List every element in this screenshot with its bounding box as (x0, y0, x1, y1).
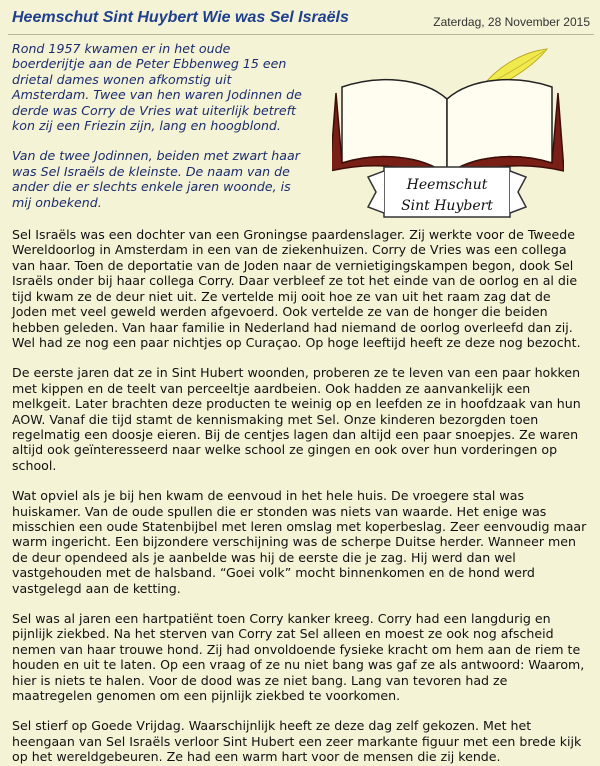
article-title: Heemschut Sint Huybert Wie was Sel Israëls (12, 9, 349, 26)
body-paragraph: Sel stierf op Goede Vrijdag. Waarschijnlijk heeft ze deze dag zelf gekozen. Met het heengaan van Sel Israëls verloor Sint Hubert een zeer markante figuur met een brede kijk op het wereldgebeuren. Ze had een warm hart voor de mensen die zij kende. (12, 718, 582, 765)
body-paragraph: Sel Israëls was een dochter van een Groningse paardenslager. Zij werkte voor de Tweede Wereldoorlog in Amsterdam in een van de ziekenhuizen. Corry de Vries was een collega van haar. Toen de deportatie van de Joden naar de vernietigingskampen begon, dook Sel Israëls onder bij haar collega Corry. Daar verbleef ze tot het einde van de oorlog en al die tijd kwam ze de deur niet uit. Ze vertelde mij ooit hoe ze van uit het raam zag dat de Joden met veel geweld werden afgevoerd. Ook vertelde ze van de honger die beiden hebben geleden. Van haar familie in Nederland had niemand de oorlog overleefd dan zij. Wel had ze nog een paar nichtjes op Curaçao. Op hoge leeftijd heeft ze deze nog bezocht. (12, 227, 581, 350)
logo-line-2: Sint Huybert (401, 198, 493, 214)
intro-paragraph: Rond 1957 kwamen er in het oude boerderijtje aan de Peter Ebbenweg 15 een drietal dames wonen afkomstig uit Amsterdam. Twee van hen waren Jodinnen de derde was Corry de Vries wat uiterlijk betreft kon zij een Friezin zijn, lang en hoogblond. (12, 41, 302, 134)
article-header (8, 0, 594, 35)
body-paragraph: De eerste jaren dat ze in Sint Hubert woonden, proberen ze te leven van een paar hokken met kippen en de teelt van perceeltje aardbeien. Ook hadden ze aanvankelijk een melkgeit. Later brachten deze producten te weinig op en leefden ze in hoofdzaak van hun AOW. Vanaf die tijd stamt de kennismaking met Sel. Onze kinderen bezorgden toen regelmatig een doosje eieren. Bij de centjes lagen dan altijd een paar snoepjes. Ze waren altijd ook geïnteresseerd naar welke school ze gingen en ook over hun vorderingen op school. (12, 365, 581, 473)
heemschut-logo (332, 47, 564, 222)
article-body (12, 227, 588, 765)
intro-section (12, 41, 588, 225)
logo-area (302, 41, 588, 225)
intro-text (12, 41, 302, 225)
article-date: Zaterdag, 28 November 2015 (433, 15, 590, 29)
body-paragraph: Wat opviel als je bij hen kwam de eenvoud in het hele huis. De vroegere stal was huiskamer. Van de oude spullen die er stonden was niets van waarde. Het enige was misschien een oude Statenbijbel met leren omslag met koperbeslag. Zeer eenvoudig maar warm ingericht. Een bijzondere verschijning was de scherpe Duitse herder. Wanneer men de deur opendeed als je aanbelde was hij de eerste die je zag. Hij werd dan wel vastgehouden met de halsband. “Goei volk” mocht binnenkomen en de hond werd vastgelegd aan de ketting. (12, 488, 587, 596)
intro-paragraph: Van de twee Jodinnen, beiden met zwart haar was Sel Israëls de kleinste. De naam van de ander die er slechts enkele jaren woonde, is mij onbekend. (12, 148, 300, 210)
logo-line-1: Heemschut (406, 177, 488, 193)
body-paragraph: Sel was al jaren een hartpatiënt toen Corry kanker kreeg. Corry had een langdurig en pijnlijk ziekbed. Na het sterven van Corry zat Sel alleen en moest ze ook nog afscheid nemen van haar trouwe hond. Zij had onvoldoende fysieke kracht om hem aan de riem te houden en uit te laten. Op een vraag of ze nu niet bang was gaf ze als antwoord: Waarom, hier is niets te halen. Voor de dood was ze niet bang. Lang van tevoren had ze maatregelen genomen om een pijnlijk ziekbed te voorkomen. (12, 611, 585, 704)
